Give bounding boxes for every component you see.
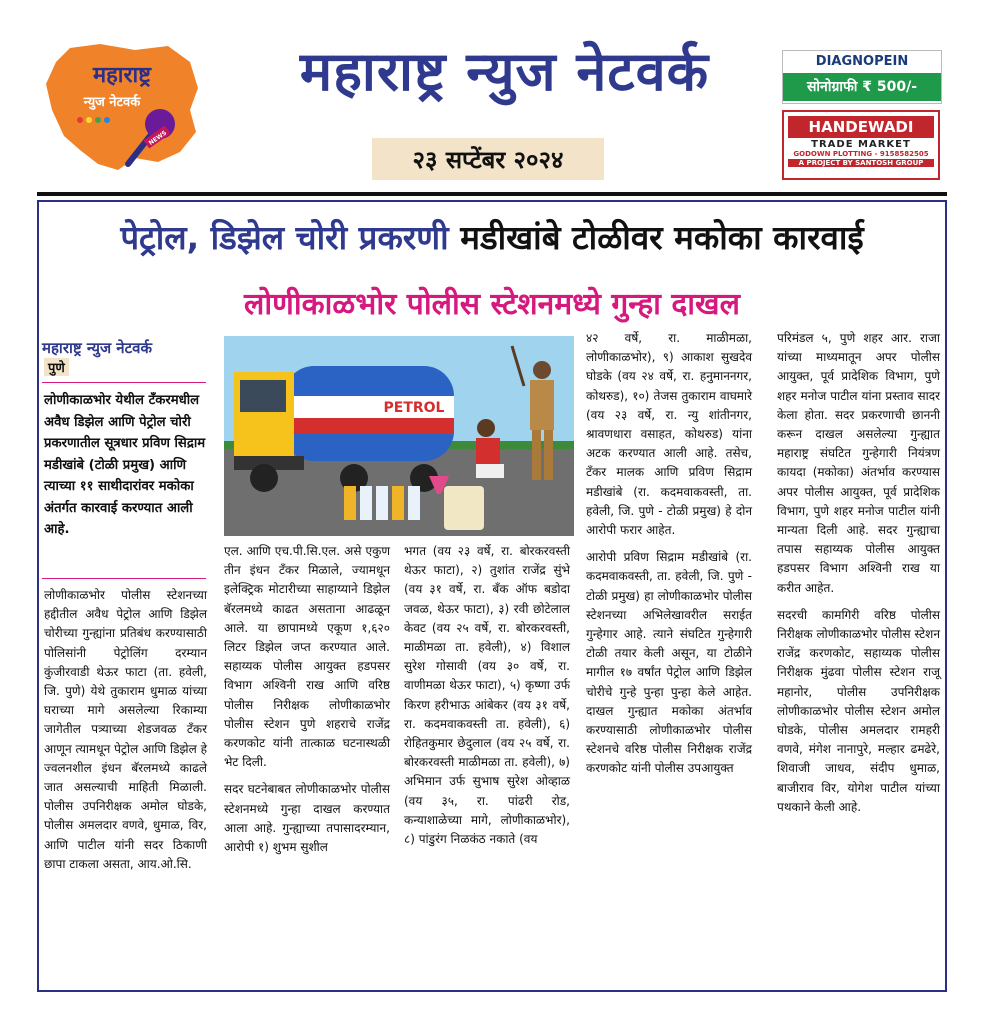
ad-handewadi-project: A PROJECT BY SANTOSH GROUP — [788, 159, 934, 167]
tanker-illustration — [224, 336, 574, 536]
headline-part1: पेट्रोल, डिझेल चोरी प्रकरणी — [120, 218, 449, 257]
issue-date: २३ सप्टेंबर २०२४ — [372, 138, 604, 180]
masthead-divider — [37, 192, 947, 196]
ad-handewadi-title: HANDEWADI — [788, 116, 934, 138]
headline — [37, 214, 947, 259]
headline-part2: मडीखांबे टोळीवर मकोका कारवाई — [460, 218, 864, 257]
ad-diagnopein-name: DIAGNOPEIN — [815, 54, 909, 69]
article-photo — [224, 336, 574, 536]
logo-line1: महाराष्ट्र — [92, 63, 152, 88]
maharashtra-map-logo — [40, 40, 205, 175]
logo-line2: न्युज नेटवर्क — [83, 95, 141, 110]
ad-diagnopein-offer: सोनोग्राफी ₹ 500/- — [783, 73, 941, 101]
col2-paragraph-2: सदर घटनेबाबत लोणीकाळभोर पोलीस स्टेशनमध्ये गुन्हा दाखल करण्यात आला आहे. गुन्ह्याच्या तपासादरम्यान, आरोपी १) शुभम सुशील — [224, 782, 390, 855]
dateline-location: पुणे — [44, 358, 69, 376]
article-column-4 — [586, 329, 752, 779]
lead-top-rule — [42, 382, 206, 383]
byline: महाराष्ट्र न्युज नेटवर्क — [42, 339, 153, 357]
article-column-3 — [404, 542, 570, 849]
col4-paragraph-1: ४२ वर्षे, रा. माळीमळा, लोणीकाळभोर), ९) आकाश सुखदेव घोडके (वय २४ वर्षे, रा. हनुमाननगर, कोथरुड), १०) तेजस तुकाराम वाघमारे (वय २३ वर्षे, रा. न्यु शांतीनगर, श्रावणधारा वसाहत, कोथरुड) यांना अटक करण्यात आली आहे. तसेच, टँकर मालक आणि प्रविण सिद्राम मडीखांबे (रा. कदमवाकवस्ती, ता. हवेली, जि. पुणे - टोळी प्रमुख) हे दोन आरोपी फरार आहेत. — [586, 331, 752, 538]
col2-paragraph-1: एल. आणि एच.पी.सि.एल. असे एकुण तीन इंधन टँकर मिळाले, ज्यामधून इलेक्ट्रिक मोटारीच्या साहाय्याने डिझेल बॅरलमध्ये काढत असताना आढळून आले. या छापामध्ये एकूण १,६२० लिटर डिझेल जप्त करण्यात आले. सहाय्यक पोलीस आयुक्त हडपसर विभाग अश्विनी राख आणि वरिष्ठ पोलीस निरीक्षक लोणीकाळभोर पोलीस स्टेशन पुणे शहराचे राजेंद्र करणकोट यांनी तात्काळ घटनास्थळी भेट दिली. — [224, 544, 390, 770]
ad-handewadi-phone: GODOWN PLOTTING - 9158582505 — [793, 150, 929, 158]
ad-handewadi-sub: TRADE MARKET — [811, 139, 911, 150]
tanker-label: PETROL — [383, 400, 445, 416]
subheadline: लोणीकाळभोर पोलीस स्टेशनमध्ये गुन्हा दाखल — [244, 287, 740, 322]
col5-paragraph-2: सदरची कामगिरी वरिष्ठ पोलीस निरीक्षक लोणीकाळभोर पोलीस स्टेशन राजेंद्र करणकोट, सहाय्यक पोलीस निरीक्षक मुंढवा पोलीस स्टेशन राजू महानोर, पोलीस उपनिरीक्षक लोणीकाळभोर पोलीस स्टेशन अमोल घोडके, पोलीस अमलदार रामहरी वणवे, मंगेश नानापुरे, मल्हार ढमढेरे, शिवाजी जाधव, संदीप धुमाळ, बाजीराव विर, योगेश पाटील यांच्या पथकाने केली आहे. — [777, 607, 940, 814]
mic-news-label: NEWS — [147, 129, 169, 147]
ad-handewadi[interactable] — [782, 110, 940, 180]
lead-paragraph: लोणीकाळभोर येथील टँकरमधील अवैध डिझेल आणि पेट्रोल चोरी प्रकरणातील सूत्रधार प्रविण सिद्राम मडीखांबे (टोळी प्रमुख) आणि त्याच्या ११ साथीदारांवर मकोका अंतर्गत कारवाई करण्यात आली आहे. — [44, 393, 206, 537]
brand-logo — [40, 40, 205, 175]
col4-paragraph-2: आरोपी प्रविण सिद्राम मडीखांबे (रा. कदमवाकवस्ती, ता. हवेली, जि. पुणे - टोळी प्रमुख) हा लोणीकाळभोर पोलीस स्टेशनच्या अभिलेखावरील सराईत गुन्हेगार आहे. त्याने संघटित गुन्हेगारी टोळी तयार केली असून, या टोळीने मागील १७ वर्षांत पेट्रोल आणि डिझेल चोरीचे गुन्हे पुन्हा पुन्हा केले आहेत. दाखल गुन्ह्यात मकोका अंतर्भाव करण्यासाठी लोणीकाळभोर पोलीस स्टेशनचे वरिष्ठ पोलीस निरीक्षक राजेंद्र करणकोट यांनी पोलीस उपआयुक्त — [586, 550, 752, 776]
article-column-5 — [777, 329, 940, 817]
col3-paragraph-1: भगत (वय २३ वर्षे, रा. बोरकरवस्ती थेऊर फाटा), २) तुशांत राजेंद्र सुंभे (वय ३१ वर्षे, रा. बँक ऑफ बडोदा जवळ, थेऊर फाटा), ३) रवी छोटेलाल केवट (वय २५ वर्षे, रा. बोरकरवस्ती, माळीमळा ता. हवेली), ४) विशाल सुरेश गोसावी (वय ३० वर्षे, रा. वाणीमळा थेऊर फाटा), ५) कृष्णा उर्फ किरण हरीभाऊ आंबेकर (वय ३१ वर्षे, रा. कदमवाकवस्ती ता. हवेली), ६) रोहितकुमार छेदुलाल (वय २५ वर्षे, रा. बोरकरवस्ती माळीमळा ता. हवेली), ७) अभिमान उर्फ सुभाष सुरेश ओव्हाळ (वय ३५, रा. पांढरी रोड, कन्याशाळेच्या मागे, लोणीकाळभोर), ८) पांडुरंग निळकंठ नकाते (वय — [404, 544, 570, 847]
article-column-2 — [224, 542, 390, 857]
article-column-1 — [44, 586, 207, 874]
col1-paragraph-1: लोणीकाळभोर पोलीस स्टेशनच्या हद्दीतील अवैध पेट्रोल आणि डिझेल चोरीच्या गुन्ह्यांना प्रतिबंध करण्यासाठी पोलिसांनी पेट्रोलिंग दरम्यान कुंजीरवाडी थेऊर फाटा (ता. हवेली, जि. पुणे) येथे तुकाराम धुमाळ यांच्या घराच्या मागे असलेल्या रिकाम्या जागेतील पत्र्याच्या शेडजवळ टँकर आणून त्यामधून पेट्रोल आणि डिझेल हे ज्वलनशील इंधन बॅरलमध्ये काढले जात असल्याची माहिती मिळाली. पोलीस उपनिरीक्षक अमोल घोडके, पोलीस अमलदार वणवे, धुमाळ, विर, आणि पाटील यांनी सदर ठिकाणी छापा टाकला असता, आय.ओ.सि. — [44, 588, 207, 871]
lead-bottom-rule — [42, 578, 206, 579]
newspaper-title: महाराष्ट्र न्युज नेटवर्क — [299, 40, 710, 103]
ad-diagnopein[interactable] — [782, 50, 942, 104]
col5-paragraph-1: परिमंडल ५, पुणे शहर आर. राजा यांच्या माध्यमातून अपर पोलीस आयुक्त, पूर्व प्रादेशिक विभाग, पुणे शहर मनोज पाटील यांना प्रस्ताव सादर केला होता. सदर प्रकरणाची छाननी करून दाखल असलेल्या गुन्ह्यात महाराष्ट्र संघटित गुन्हेगारी नियंत्रण कायदा (मकोका) अंतर्भाव करण्यास अपर पोलीस आयुक्त, पूर्व प्रादेशिक विभाग, पुणे शहर मनोज पाटील यांनी मान्यता दिली आहे. सदर गुन्ह्याचा तपास सहाय्यक पोलीस आयुक्त हडपसर विभाग अश्विनी राख या करीत आहेत. — [777, 331, 940, 595]
